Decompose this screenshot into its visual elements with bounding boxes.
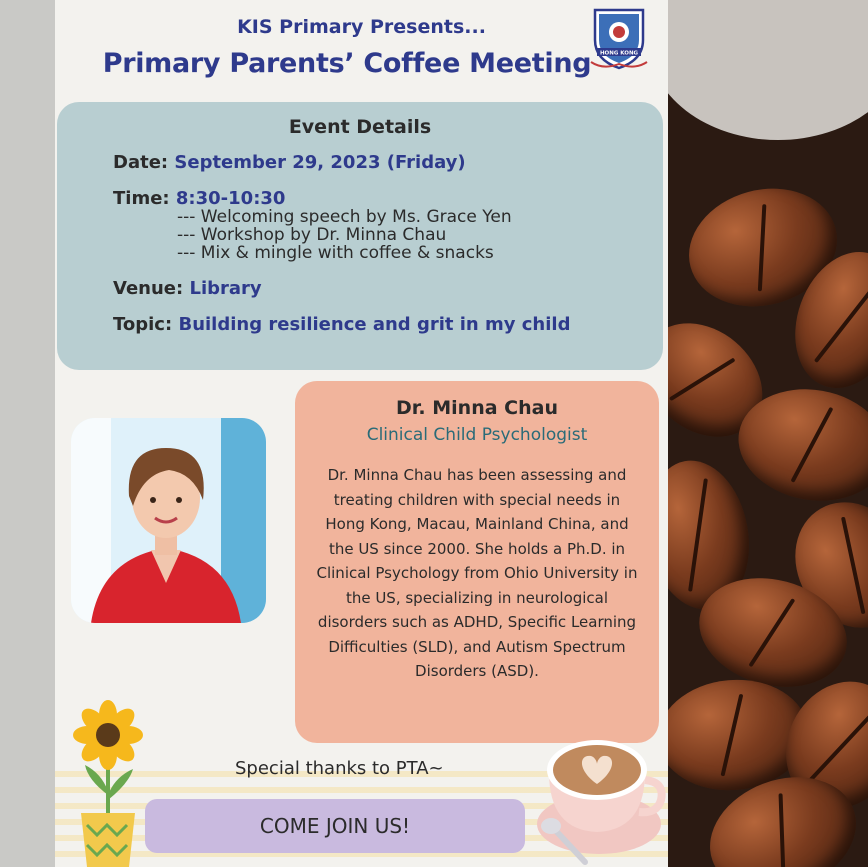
presenter-line: KIS Primary Presents... xyxy=(237,16,486,38)
agenda-item: --- Welcoming speech by Ms. Grace Yen xyxy=(177,207,512,227)
date-row xyxy=(113,152,466,173)
school-crest-icon xyxy=(589,6,649,72)
speaker-name: Dr. Minna Chau xyxy=(396,397,558,419)
venue-label: Venue: xyxy=(113,278,184,299)
time-row xyxy=(113,188,285,209)
coffee-beans-background xyxy=(668,0,868,867)
topic-row xyxy=(113,314,570,335)
date-value: September 29, 2023 (Friday) xyxy=(174,152,466,173)
join-us-button[interactable]: COME JOIN US! xyxy=(145,799,525,853)
agenda-item: --- Mix & mingle with coffee & snacks xyxy=(177,243,494,263)
sunflower-icon xyxy=(63,695,153,867)
venue-row xyxy=(113,278,262,299)
speaker-role: Clinical Child Psychologist xyxy=(366,425,588,445)
thanks-text: Special thanks to PTA~ xyxy=(235,758,444,779)
speaker-card xyxy=(295,381,659,743)
date-label: Date: xyxy=(113,152,169,173)
poster xyxy=(55,0,668,867)
venue-value: Library xyxy=(189,278,262,299)
time-value: 8:30-10:30 xyxy=(175,188,286,209)
time-label: Time: xyxy=(113,188,170,209)
speaker-portrait xyxy=(71,418,266,623)
agenda-item: --- Workshop by Dr. Minna Chau xyxy=(177,225,447,245)
page-title: Primary Parents’ Coffee Meeting xyxy=(102,48,592,79)
crest-text: HONG KONG xyxy=(599,50,639,57)
event-details-card xyxy=(57,102,663,370)
speaker-bio: Dr. Minna Chau has been assessing and treating children with special needs in Hong Kong, Macau, Mainland China, and the US since 2000. She holds a Ph.D. in Clinical Psychology from Ohio University in the US, specializing in neurological disorders such as ADHD, Specific Learning Difficulties (SLD), and Autism Spectrum Disorders (ASD). xyxy=(316,466,638,680)
jar-rim xyxy=(668,0,868,140)
speaker-portrait-illustration xyxy=(71,418,266,623)
topic-label: Topic: xyxy=(113,314,173,335)
coffee-cup-icon xyxy=(527,712,667,867)
event-details-heading: Event Details xyxy=(288,116,432,138)
topic-value: Building resilience and grit in my child xyxy=(178,314,571,335)
